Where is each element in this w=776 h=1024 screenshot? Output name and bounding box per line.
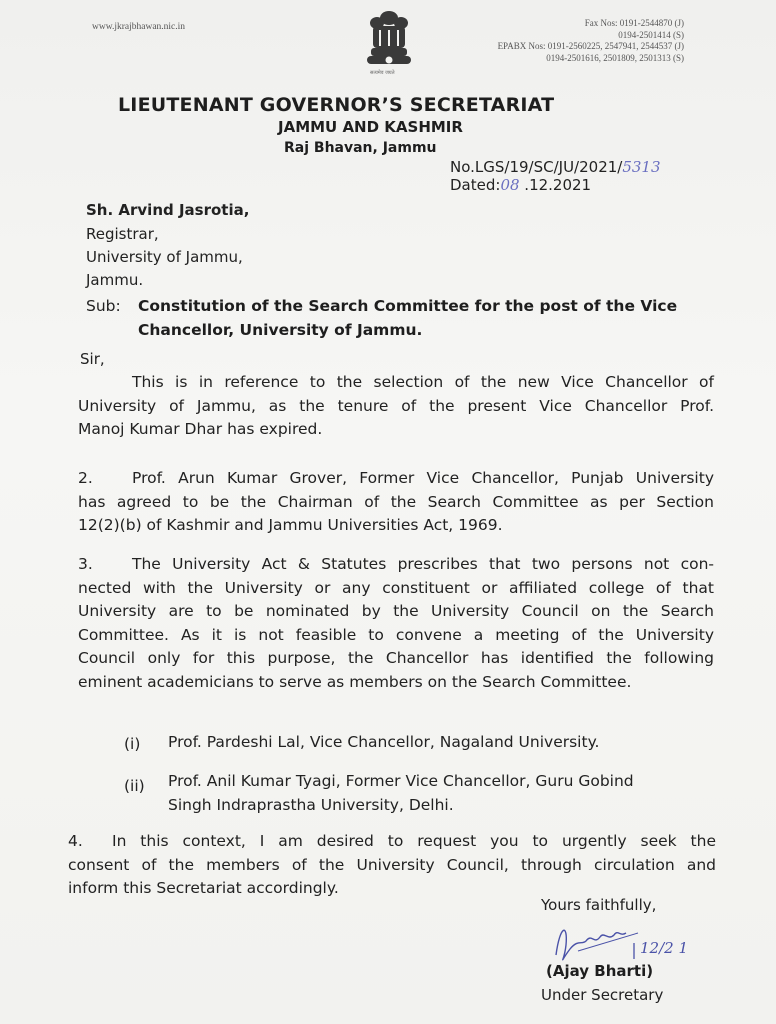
paragraph-line: inform this Secretariat accordingly. — [68, 879, 339, 897]
member-entry: Prof. Pardeshi Lal, Vice Chancellor, Nagaland University. — [168, 733, 600, 751]
dated-rest: .12.2021 — [519, 176, 592, 194]
svg-text:12/2 1: 12/2 1 — [640, 939, 688, 957]
salutation: Sir, — [80, 350, 105, 368]
paragraph-line: This is in reference to the selection of the new Vice Chancellor of — [132, 373, 714, 391]
handwritten-reference: 5313 — [622, 158, 661, 176]
emblem-motto: सत्यमेव जयते — [370, 70, 395, 76]
member-entry: Singh Indraprastha University, Delhi. — [168, 796, 454, 814]
paragraph-line: Manoj Kumar Dhar has expired. — [78, 420, 323, 438]
paragraph-number: 4. — [68, 832, 83, 850]
paragraph-4 — [68, 830, 716, 901]
subject-label: Sub: — [86, 297, 121, 315]
paragraph-line: University of Jammu, as the tenure of the present Vice Chancellor Prof. — [78, 396, 714, 415]
member-entry: Prof. Anil Kumar Tyagi, Former Vice Chancellor, Guru Gobind — [168, 772, 634, 790]
handwritten-day: 08 — [500, 176, 520, 194]
contact-numbers — [498, 18, 684, 64]
reference-number — [450, 158, 661, 176]
paragraph-line: 12(2)(b) of Kashmir and Jammu Universities Act, 1969. — [78, 516, 503, 534]
paragraph-line — [78, 467, 714, 491]
paragraph-line: Committee. As it is not feasible to convene a meeting of the University — [78, 625, 714, 644]
paragraph-line: has agreed to be the Chairman of the Search Committee as per Section — [78, 492, 714, 511]
subject-line: Constitution of the Search Committee for the post of the Vice — [138, 297, 678, 315]
signatory-name: (Ajay Bharti) — [546, 962, 654, 980]
addressee-name: Sh. Arvind Jasrotia, — [86, 201, 250, 219]
valediction: Yours faithfully, — [541, 896, 657, 914]
paragraph-line — [68, 830, 716, 854]
letterhead-title: LIEUTENANT GOVERNOR’S SECRETARIAT — [118, 94, 555, 116]
subject-line: Chancellor, University of Jammu. — [138, 321, 423, 339]
website-url: www.jkrajbhawan.nic.in — [92, 22, 186, 32]
letter-date — [450, 176, 591, 194]
epabx-line: 0194-2501616, 2501809, 2501313 (S) — [546, 52, 684, 63]
paragraph-2 — [78, 467, 714, 538]
letterhead-subtitle: JAMMU AND KASHMIR — [278, 118, 463, 136]
paragraph-line: Council only for this purpose, the Chancellor has identified the following — [78, 649, 714, 667]
member-number: (ii) — [124, 777, 145, 795]
paragraph-text: In this context, I am desired to request you to urgently seek the — [112, 832, 716, 850]
letterhead-place: Raj Bhavan, Jammu — [284, 140, 437, 156]
paragraph-text: The University Act & Statutes prescribes that two persons not con- — [132, 555, 714, 573]
member-number: (i) — [124, 735, 141, 753]
paragraph-1 — [78, 371, 714, 442]
paragraph-text: Prof. Arun Kumar Grover, Former Vice Chancellor, Punjab University — [132, 469, 714, 487]
paragraph-line: nected with the University or any constituent or affiliated college of that — [78, 578, 714, 597]
addressee-line: University of Jammu, — [86, 248, 243, 266]
signatory-designation: Under Secretary — [541, 986, 664, 1004]
dated-label: Dated: — [450, 176, 501, 194]
paragraph-number: 2. — [78, 469, 93, 487]
paragraph-line: consent of the members of the University Council, through circulation and — [68, 855, 716, 874]
epabx-line: EPABX Nos: 0191-2560225, 2547941, 2544537 (J) — [497, 41, 684, 51]
paragraph-line — [78, 553, 714, 577]
paragraph-line: University are to be nominated by the University Council on the Search — [78, 602, 714, 620]
paragraph-3 — [78, 553, 714, 694]
fax-line: Fax Nos: 0191-2544870 (J) — [584, 18, 684, 28]
addressee-line: Registrar, — [86, 225, 159, 243]
fax-line: 0194-2501414 (S) — [618, 29, 684, 40]
national-emblem-icon — [361, 6, 417, 70]
paragraph-line: eminent academicians to serve as members on the Search Committee. — [78, 672, 632, 691]
paragraph-number: 3. — [78, 555, 93, 573]
reference-number-prefix: No.LGS/19/SC/JU/2021/ — [450, 158, 623, 176]
addressee-line: Jammu. — [86, 271, 144, 289]
